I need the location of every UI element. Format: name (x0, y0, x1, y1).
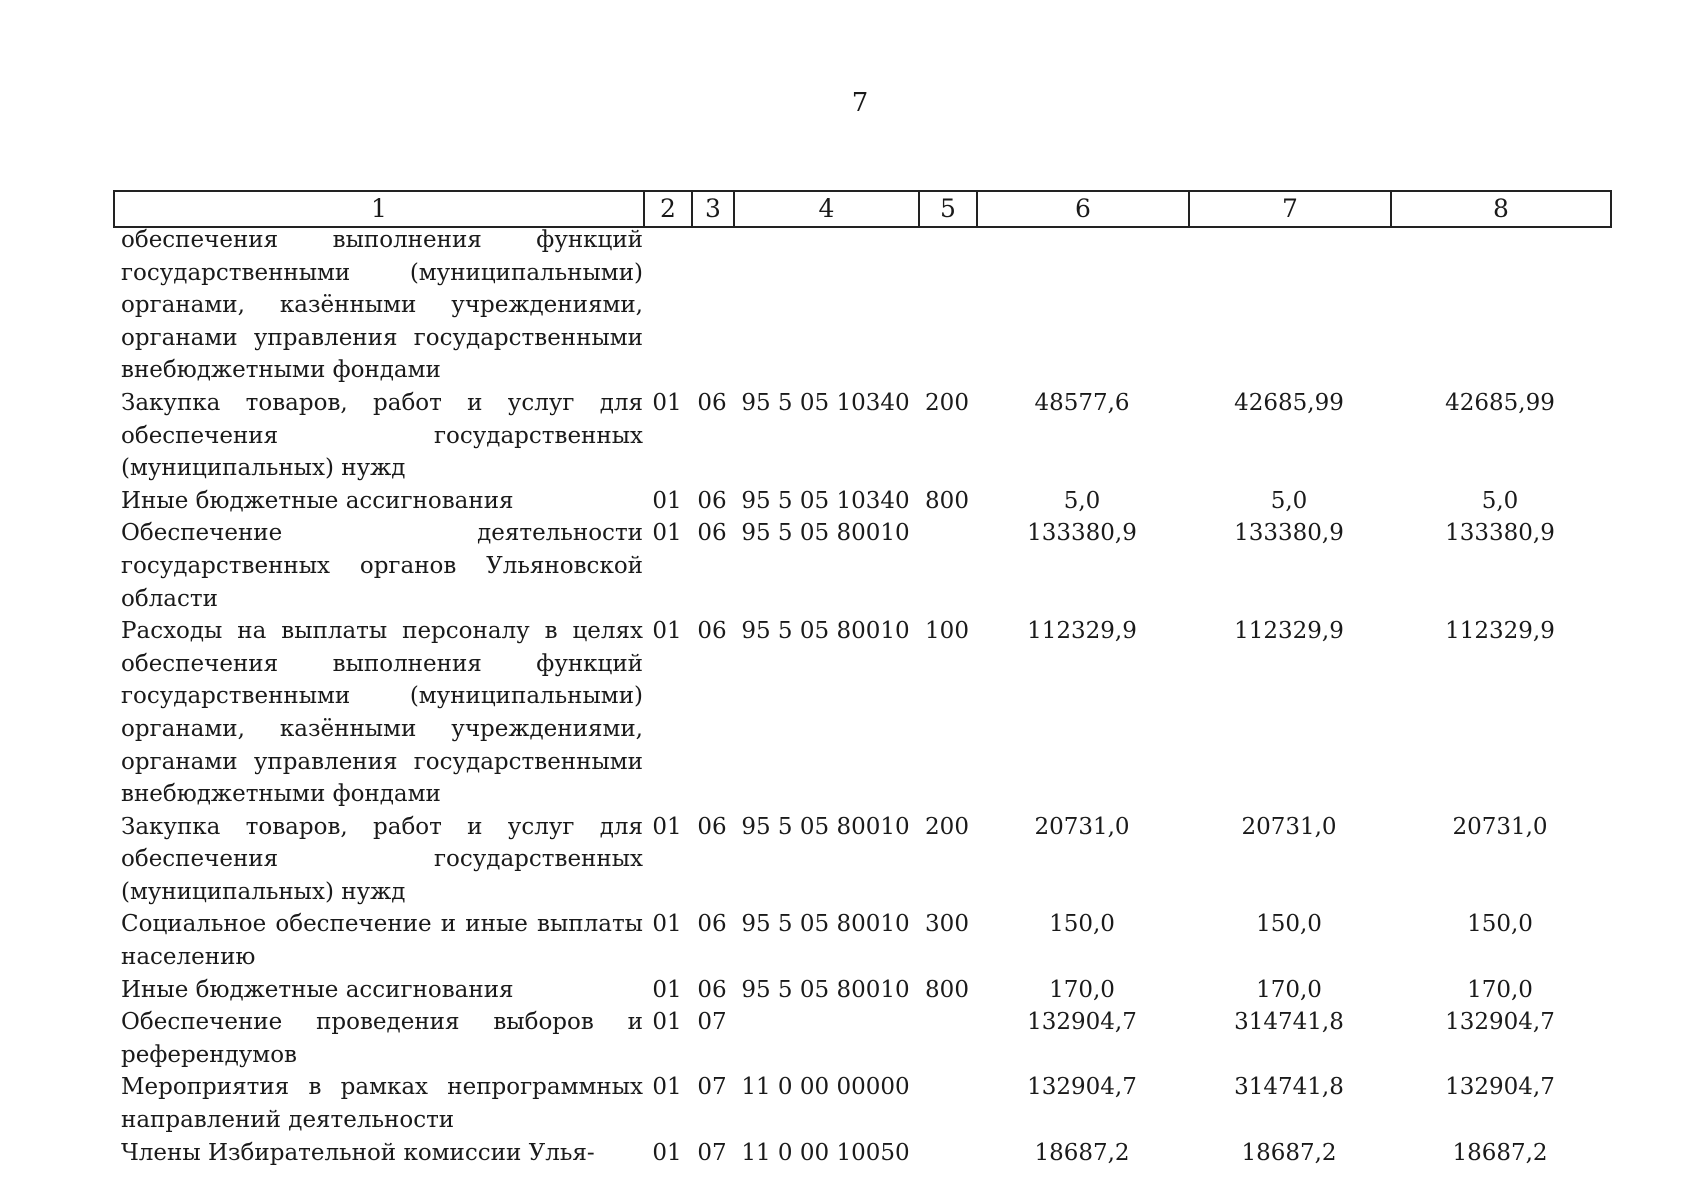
row-value-col7: 133380,9 (1234, 520, 1344, 547)
row-target-code: 95 5 05 80010 (741, 976, 910, 1003)
row-expense-type: 300 (925, 911, 969, 938)
row-value-col7: 170,0 (1256, 976, 1322, 1003)
row-value-col6: 48577,6 (1034, 389, 1130, 416)
row-name: Иные бюджетные ассигнования (121, 976, 514, 1003)
column-header-2: 2 (644, 191, 692, 227)
row-value-col7: 18687,2 (1241, 1139, 1337, 1166)
row-section: 01 (652, 487, 682, 514)
table-row (113, 517, 1610, 615)
table-header (113, 190, 1612, 228)
row-section: 01 (652, 1074, 682, 1101)
row-section: 01 (652, 618, 682, 645)
row-value-col6: 5,0 (1063, 487, 1101, 514)
row-value-col6: 150,0 (1049, 911, 1115, 938)
row-value-col7: 112329,9 (1234, 618, 1344, 645)
row-value-col8: 42685,99 (1445, 389, 1555, 416)
row-value-col7: 150,0 (1256, 911, 1322, 938)
table-row (113, 387, 1610, 485)
row-name: Расходы на выплаты персоналу в целях обеспечения выполнения функций государственными (муниципальными) органами, казёнными учреждениями, органами управления государственными внебюджетными фондами (121, 618, 643, 808)
page-number: 7 (851, 88, 869, 118)
row-target-code: 95 5 05 10340 (741, 389, 910, 416)
row-value-col8: 170,0 (1467, 976, 1533, 1003)
table-row (113, 1071, 1610, 1136)
row-name: Члены Избирательной комиссии Улья- (121, 1139, 595, 1166)
column-header-4: 4 (734, 191, 919, 227)
row-name: Обеспечение проведения выборов и референдумов (121, 1009, 643, 1068)
row-subsection: 07 (697, 1009, 727, 1036)
row-target-code: 95 5 05 80010 (741, 520, 910, 547)
row-name: Социальное обеспечение и иные выплаты населению (121, 911, 643, 971)
row-section: 01 (652, 389, 682, 416)
table-row (113, 811, 1610, 909)
table-row (113, 485, 1610, 518)
row-value-col7: 20731,0 (1241, 813, 1337, 840)
row-value-col6: 133380,9 (1027, 520, 1137, 547)
column-header-7: 7 (1189, 191, 1391, 227)
row-name: Иные бюджетные ассигнования (121, 487, 514, 514)
table-row (113, 908, 1610, 973)
row-value-col6: 20731,0 (1034, 813, 1130, 840)
row-section: 01 (652, 1009, 682, 1036)
column-header-6: 6 (977, 191, 1189, 227)
row-value-col8: 133380,9 (1445, 520, 1555, 547)
row-value-col8: 132904,7 (1445, 1009, 1555, 1036)
row-subsection: 06 (697, 911, 727, 938)
row-section: 01 (652, 911, 682, 938)
row-target-code: 11 0 00 00000 (741, 1074, 910, 1101)
row-value-col8: 20731,0 (1452, 813, 1548, 840)
row-value-col6: 18687,2 (1034, 1139, 1130, 1166)
row-target-code: 95 5 05 80010 (741, 618, 910, 645)
row-target-code: 95 5 05 80010 (741, 813, 910, 840)
row-subsection: 06 (697, 813, 727, 840)
row-subsection: 07 (697, 1074, 727, 1101)
row-section: 01 (652, 1139, 682, 1166)
row-name: Закупка товаров, работ и услуг для обеспечения государственных (муниципальных) нужд (121, 389, 643, 482)
row-expense-type: 800 (925, 976, 969, 1003)
row-section: 01 (652, 813, 682, 840)
row-value-col7: 314741,8 (1234, 1074, 1344, 1101)
row-name: обеспечения выполнения функций государственными (муниципальными) органами, казёнными учреждениями, органами управления государственными внебюджетными фондами (121, 227, 643, 384)
row-section: 01 (652, 976, 682, 1003)
row-name: Мероприятия в рамках непрограммных направлений деятельности (121, 1074, 643, 1134)
column-header-8: 8 (1391, 191, 1611, 227)
table-row (113, 224, 1610, 387)
row-expense-type: 100 (925, 618, 969, 645)
row-value-col7: 42685,99 (1234, 389, 1344, 416)
row-value-col6: 132904,7 (1027, 1074, 1137, 1101)
row-target-code: 95 5 05 80010 (741, 911, 910, 938)
row-value-col8: 5,0 (1481, 487, 1519, 514)
column-header-3: 3 (692, 191, 734, 227)
row-subsection: 06 (697, 976, 727, 1003)
row-name: Обеспечение деятельности государственных органов Ульяновской области (121, 520, 643, 612)
column-header-1: 1 (114, 191, 644, 227)
table-row (113, 974, 1610, 1007)
row-value-col6: 112329,9 (1027, 618, 1137, 645)
table-row (113, 1137, 1610, 1170)
row-name: Закупка товаров, работ и услуг для обеспечения государственных (муниципальных) нужд (121, 813, 643, 905)
row-subsection: 07 (697, 1139, 727, 1166)
row-subsection: 06 (697, 618, 727, 645)
row-value-col7: 5,0 (1270, 487, 1308, 514)
row-value-col8: 150,0 (1467, 911, 1533, 938)
row-expense-type: 200 (925, 813, 969, 840)
row-value-col6: 132904,7 (1027, 1009, 1137, 1036)
table-row (113, 1006, 1610, 1071)
row-expense-type: 200 (925, 389, 969, 416)
row-value-col8: 132904,7 (1445, 1074, 1555, 1101)
row-target-code: 95 5 05 10340 (741, 487, 910, 514)
row-value-col8: 112329,9 (1445, 618, 1555, 645)
row-expense-type: 800 (925, 487, 969, 514)
row-target-code: 11 0 00 10050 (741, 1139, 910, 1166)
table-row (113, 615, 1610, 811)
row-value-col8: 18687,2 (1452, 1139, 1548, 1166)
table-body (113, 224, 1610, 1169)
row-value-col7: 314741,8 (1234, 1009, 1344, 1036)
column-header-5: 5 (919, 191, 977, 227)
row-subsection: 06 (697, 487, 727, 514)
row-subsection: 06 (697, 389, 727, 416)
row-subsection: 06 (697, 520, 727, 547)
row-section: 01 (652, 520, 682, 547)
row-value-col6: 170,0 (1049, 976, 1115, 1003)
